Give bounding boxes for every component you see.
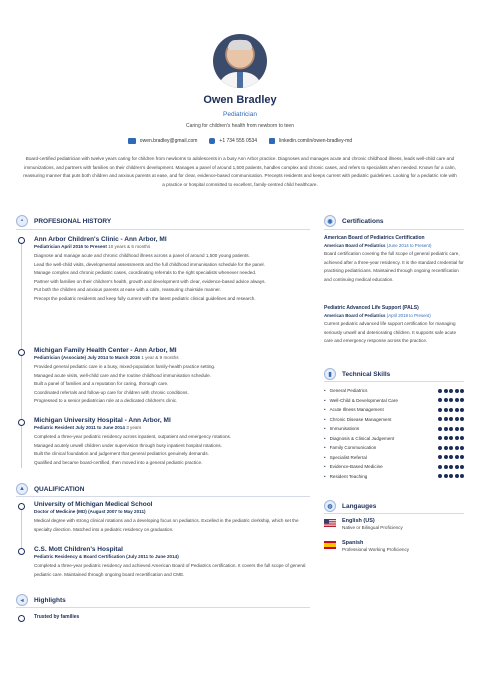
timeline-line — [21, 506, 22, 551]
rating-dot — [438, 398, 442, 402]
skill-row — [324, 386, 464, 396]
qualification-description: Medical degree with strong clinical rotations and a developing focus on pediatrics. Excelled in the pediatric clerkship, which set the specialty direction. Matched into a pediatric residency on graduation. — [34, 518, 299, 532]
cert-description: Current pediatric advanced life support certification for managing seriously unwell and deteriorating children. It supports safe acute care and emergency response across the practice. — [324, 321, 457, 344]
languages-list — [324, 518, 464, 562]
rating-dot — [460, 398, 464, 402]
rating-dot — [438, 408, 442, 412]
rating-dot — [455, 408, 459, 412]
job-meta — [34, 244, 310, 249]
rating-dot — [455, 446, 459, 450]
rating-dot — [455, 455, 459, 459]
skill-name: • Diagnosis & Clinical Judgement — [324, 436, 394, 441]
qualification-entry — [34, 546, 310, 579]
highlights-heading — [16, 594, 66, 606]
job-duration: 3 years — [126, 425, 142, 430]
certifications-heading-text: Certifications — [342, 217, 384, 225]
skill-name: • Acute Illness Management — [324, 407, 384, 412]
skill-rating — [438, 465, 464, 469]
job-duration: 10 years & 5 months — [108, 244, 151, 249]
timeline-dot — [18, 548, 25, 555]
candidate-name: Owen Bradley — [203, 94, 277, 106]
job-line: Managed acute visits, well-child care and the routine childhood immunisation schedule. — [34, 372, 211, 378]
skill-name: • Evidence-Based Medicine — [324, 464, 383, 469]
rating-dot — [438, 389, 442, 393]
qualification-description: Completed a three-year pediatric residency and achieved American Board of Pediatrics certification. It covers the full scope of general pediatric care. Maintained through ongoing board recertification and CME. — [34, 563, 306, 577]
rating-dot — [460, 455, 464, 459]
skill-row — [324, 472, 464, 482]
cert-description: Board certification covering the full scope of general pediatric care, achieved after a three-year residency. It is the standard credential for practising pediatricians. Maintained through ongoing recertification and continuing medical education. — [324, 251, 464, 282]
certifications-heading — [324, 215, 384, 227]
school-name: University of Michigan Medical School — [34, 501, 153, 508]
rating-dot — [455, 427, 459, 431]
job-line: Precept the pediatric residents and keep fully current with the latest pediatric clinical guidelines and research. — [34, 295, 256, 301]
email-icon — [128, 138, 136, 144]
rating-dot — [444, 455, 448, 459]
job-description — [34, 363, 310, 406]
skill-row — [324, 443, 464, 453]
rating-dot — [449, 446, 453, 450]
job-entry — [34, 417, 310, 467]
job-meta — [34, 425, 310, 430]
rating-dot — [449, 408, 453, 412]
qualification-entry — [34, 501, 310, 534]
rating-dot — [449, 465, 453, 469]
qualification-heading-text: QUALIFICATION — [34, 485, 85, 493]
job-entry — [34, 347, 310, 406]
rating-dot — [449, 474, 453, 478]
languages-heading-text: Langauges — [342, 502, 377, 510]
language-item — [324, 540, 464, 552]
skill-rating — [438, 436, 464, 440]
rating-dot — [455, 398, 459, 402]
timeline-dot — [18, 349, 25, 356]
job-line: Completed a three-year pediatric residency across inpatient, outpatient and emergency rotations. — [34, 434, 232, 439]
rating-dot — [438, 436, 442, 440]
rating-dot — [444, 436, 448, 440]
skill-rating — [438, 417, 464, 421]
rating-dot — [444, 446, 448, 450]
job-description — [34, 252, 310, 304]
job-line: Managed acutely unwell children under supervision through busy inpatient hospital rotations. — [34, 442, 222, 448]
skills-list — [324, 386, 464, 481]
job-line: Built a panel of families and a reputation for caring, thorough care. — [34, 381, 169, 387]
rating-dot — [449, 389, 453, 393]
divider — [324, 229, 464, 230]
languages-heading — [324, 500, 376, 512]
job-duration: 1 year & 9 months — [141, 355, 179, 360]
job-entry — [34, 236, 310, 304]
job-role-dates: Pediatric Resident July 2011 to June 2014 — [34, 425, 125, 430]
job-role-dates: Pediatrician (Associate) July 2014 to March 2016 — [34, 355, 140, 360]
rating-dot — [438, 427, 442, 431]
rating-dot — [449, 455, 453, 459]
qualification-heading — [16, 483, 84, 495]
rating-dot — [438, 446, 442, 450]
skill-row — [324, 462, 464, 472]
skills-heading-text: Technical Skills — [342, 370, 391, 378]
language-name: Spanish — [342, 540, 364, 546]
us-flag-icon — [324, 519, 336, 527]
skill-row — [324, 396, 464, 406]
job-title: Pediatrician — [223, 111, 257, 118]
tagline: Caring for children's health from newborn to teen — [186, 123, 294, 129]
rating-dot — [438, 417, 442, 421]
rating-dot — [449, 417, 453, 421]
phone-text: +1 734 555 0534 — [219, 138, 258, 144]
rating-dot — [438, 474, 442, 478]
skill-rating — [438, 389, 464, 393]
job-line: Put both the children and anxious parents at ease with a calm, reassuring chairside manner. — [34, 287, 221, 293]
skill-row — [324, 453, 464, 463]
skill-rating — [438, 427, 464, 431]
skill-name: • Chronic Disease Management — [324, 417, 391, 422]
timeline-dot — [18, 615, 25, 622]
divider — [16, 496, 310, 497]
rating-dot — [438, 465, 442, 469]
rating-dot — [455, 465, 459, 469]
language-name: English (US) — [342, 518, 375, 524]
rating-dot — [460, 436, 464, 440]
linkedin-icon — [269, 138, 275, 144]
divider — [16, 229, 310, 230]
job-title: Ann Arbor Children's Clinic - Ann Arbor, MI — [34, 236, 167, 243]
rating-dot — [449, 427, 453, 431]
skill-name: • Family Communication — [324, 445, 376, 450]
skills-heading — [324, 368, 390, 380]
job-line: Qualified and became board-certified, then moved into a general pediatric practice. — [34, 459, 203, 465]
rating-dot — [444, 474, 448, 478]
job-line: Partner with families on their children's health, growth and development with clear, evidence-based advice always. — [34, 278, 266, 284]
cert-date: (April 2019 to Present) — [386, 313, 431, 318]
skill-name: • General Pediatrics — [324, 388, 367, 393]
rating-dot — [444, 465, 448, 469]
job-description — [34, 433, 310, 467]
rating-dot — [438, 455, 442, 459]
cert-title: Pediatric Advanced Life Support (PALS) — [324, 305, 419, 311]
job-line: Lead the well-child visits, developmental assessments and the full childhood immunisation schedule for the panel. — [34, 261, 265, 267]
job-title: Michigan University Hospital - Ann Arbor, MI — [34, 417, 171, 424]
degree-meta: Pediatric Residency & Board Certification (July 2011 to June 2014) — [34, 554, 179, 559]
globe-icon: ◍ — [324, 500, 336, 512]
skill-row — [324, 415, 464, 425]
rating-dot — [444, 427, 448, 431]
rating-dot — [460, 417, 464, 421]
language-level: Native or Bilingual Proficiency — [342, 525, 403, 530]
email-text: owen.bradley@gmail.com — [139, 138, 198, 144]
cert-title: American Board of Pediatrics Certification — [324, 235, 425, 241]
cert-meta — [324, 313, 464, 318]
phone-icon — [209, 138, 215, 144]
badge-icon: ◉ — [324, 215, 336, 227]
cert-date: (June 2014 to Present) — [386, 243, 432, 248]
skill-row — [324, 424, 464, 434]
rating-dot — [460, 465, 464, 469]
job-line: Coordinated referrals and follow-up care for children with chronic conditions. — [34, 389, 189, 395]
rating-dot — [444, 389, 448, 393]
rating-dot — [444, 417, 448, 421]
job-title: Michigan Family Health Center - Ann Arbor, MI — [34, 347, 177, 354]
timeline-dot — [18, 237, 25, 244]
rating-dot — [455, 436, 459, 440]
history-heading — [16, 215, 111, 227]
chart-icon: ▮ — [324, 368, 336, 380]
megaphone-icon: ◂ — [16, 594, 28, 606]
skill-name: • Specialist Referral — [324, 455, 367, 460]
timeline-dot — [18, 503, 25, 510]
graduation-cap-icon: ▲ — [16, 483, 28, 495]
job-role-dates: Pediatrician April 2016 to Present — [34, 244, 107, 249]
divider — [324, 513, 464, 514]
job-meta — [34, 355, 310, 360]
rating-dot — [444, 408, 448, 412]
email-item[interactable] — [128, 138, 198, 144]
linkedin-text: linkedin.com/in/owen-bradley-md — [279, 138, 353, 144]
rating-dot — [449, 436, 453, 440]
rating-dot — [460, 446, 464, 450]
highlight-entry — [34, 613, 310, 620]
skill-row — [324, 434, 464, 444]
highlights-heading-text: Highlights — [34, 596, 66, 604]
degree-meta: Doctor of Medicine (MD) (August 2007 to May 2011) — [34, 509, 146, 514]
skill-rating — [438, 474, 464, 478]
language-item — [324, 518, 464, 530]
timeline-dot — [18, 419, 25, 426]
job-line: Manage complex and chronic pediatric cases, coordinating referrals to the right specialists whenever needed. — [34, 270, 257, 276]
rating-dot — [455, 389, 459, 393]
profile-photo — [213, 34, 267, 88]
rating-dot — [460, 389, 464, 393]
skill-name: • Immunisations — [324, 426, 359, 431]
skill-name: • Well-Child & Developmental Care — [324, 398, 398, 403]
rating-dot — [460, 427, 464, 431]
divider — [16, 607, 310, 608]
rating-dot — [444, 398, 448, 402]
briefcase-icon: ▪ — [16, 215, 28, 227]
skill-row — [324, 405, 464, 415]
es-flag-icon — [324, 541, 336, 549]
rating-dot — [449, 398, 453, 402]
linkedin-item[interactable] — [269, 138, 352, 144]
rating-dot — [455, 417, 459, 421]
cert-meta — [324, 243, 464, 248]
certification-entry — [324, 235, 464, 284]
cert-issuer: American Board of Pediatrics — [324, 243, 386, 248]
skill-rating — [438, 446, 464, 450]
skill-rating — [438, 398, 464, 402]
contact-bar — [0, 138, 480, 144]
phone-item[interactable] — [209, 138, 257, 144]
job-line: Diagnose and manage acute and chronic childhood illness across a panel of around 1,500 young patients. — [34, 253, 250, 258]
history-heading-text: PROFESIONAL HISTORY — [34, 217, 112, 225]
job-line: Progressed to a senior pediatrician role at a dedicated children's clinic. — [34, 398, 178, 404]
rating-dot — [460, 474, 464, 478]
skill-rating — [438, 455, 464, 459]
certification-entry — [324, 305, 464, 346]
rating-dot — [460, 408, 464, 412]
cert-issuer: American Board of Pediatrics — [324, 313, 386, 318]
school-name: C.S. Mott Children's Hospital — [34, 546, 123, 553]
job-line: Provided general pediatric care in a busy, mixed-population family-health practice setting. — [34, 364, 216, 369]
skill-rating — [438, 408, 464, 412]
highlight-text: Trusted by families — [34, 614, 80, 620]
job-line: Built the clinical foundation and judgement that general pediatrics genuinely demands. — [34, 451, 209, 457]
skill-name: • Resident Teaching — [324, 474, 367, 479]
divider — [324, 381, 464, 382]
rating-dot — [455, 474, 459, 478]
summary: Board-certified pediatrician with twelve years caring for children from newborns to adolescents in a busy Ann Arbor practice. Diagnoses and manages acute and chronic childhood illness, leads well-child care and immunizations, and partners with families on their children's development. Manages a panel of around 1,500 patients, handles complex and chronic cases, and refers to specialists when needed. Known for a calm, reassuring manner that puts both children and anxious parents at ease, and for clear, evidence-based communication. Precepts residents and keeps current with pediatric guidelines. Looking for a pediatric role with a practice or hospital committed to excellent, family-centred child healthcare. — [23, 156, 457, 187]
language-level: Professional Working Proficiency — [342, 547, 410, 552]
